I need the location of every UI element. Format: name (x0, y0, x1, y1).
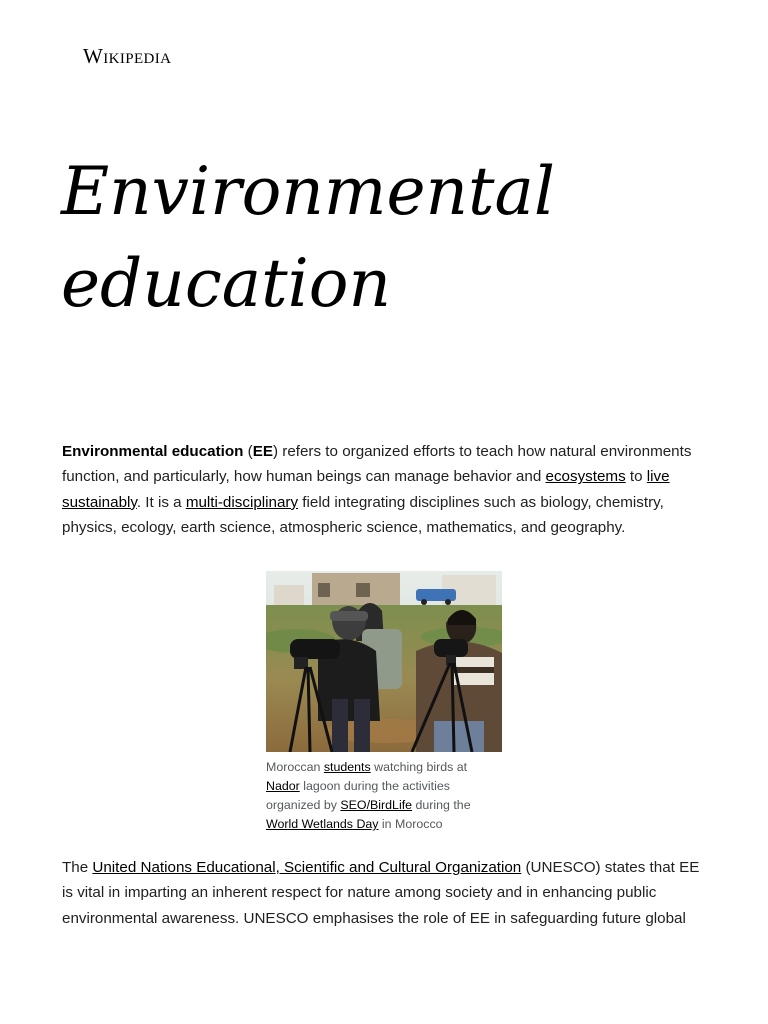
intro-text: ( (243, 443, 253, 460)
intro-text: ) refers to organized efforts to teach how natural environments function, and particularly, how human beings can manage behavior and (62, 443, 692, 486)
term-ee: EE (252, 443, 273, 460)
article-figure (266, 571, 502, 834)
figure-caption (266, 758, 502, 834)
intro-text: . It is a (136, 493, 186, 511)
wikipedia-logo[interactable]: Wikipedia (83, 44, 172, 68)
students-birdwatching-photo[interactable] (266, 571, 502, 752)
page-title (61, 146, 711, 330)
intro-text: to (625, 468, 647, 486)
caption-text: during the (412, 798, 471, 812)
intro-text: field integrating disciplines such as biology, chemistry, physics, ecology, earth science, atmospheric science, mathematics, and geography. (62, 493, 664, 536)
caption-text: lagoon during the activities organized by (266, 779, 450, 812)
link-ecosystems[interactable]: ecosystems (545, 468, 626, 486)
caption-text: Moroccan (266, 760, 324, 774)
caption-text: watching birds at (370, 760, 468, 774)
body-text: (UNESCO) states that EE is vital in imparting an inherent respect for nature among society and in enhancing public environmental awareness. UNESCO emphasises the role of EE in safeguarding future global (62, 859, 700, 927)
unesco-paragraph (62, 855, 710, 931)
link-seo-birdlife[interactable]: SEO/BirdLife (340, 798, 413, 812)
term-environmental-education: Environmental education (62, 443, 244, 460)
intro-paragraph (62, 439, 710, 540)
link-students[interactable]: students (323, 760, 371, 774)
link-world-wetlands-day[interactable]: World Wetlands Day (266, 817, 379, 831)
caption-text: in Morocco (378, 817, 443, 831)
title-line-2: education (61, 245, 391, 322)
link-nador[interactable]: Nador (266, 779, 300, 793)
link-multi-disciplinary[interactable]: multi-disciplinary (185, 493, 299, 511)
link-unesco[interactable]: United Nations Educational, Scientific and Cultural Organization (92, 859, 522, 876)
link-live-sustainably[interactable]: live sustainably (62, 468, 670, 511)
body-text: The (62, 859, 93, 876)
title-line-1: Environmental (61, 153, 556, 230)
